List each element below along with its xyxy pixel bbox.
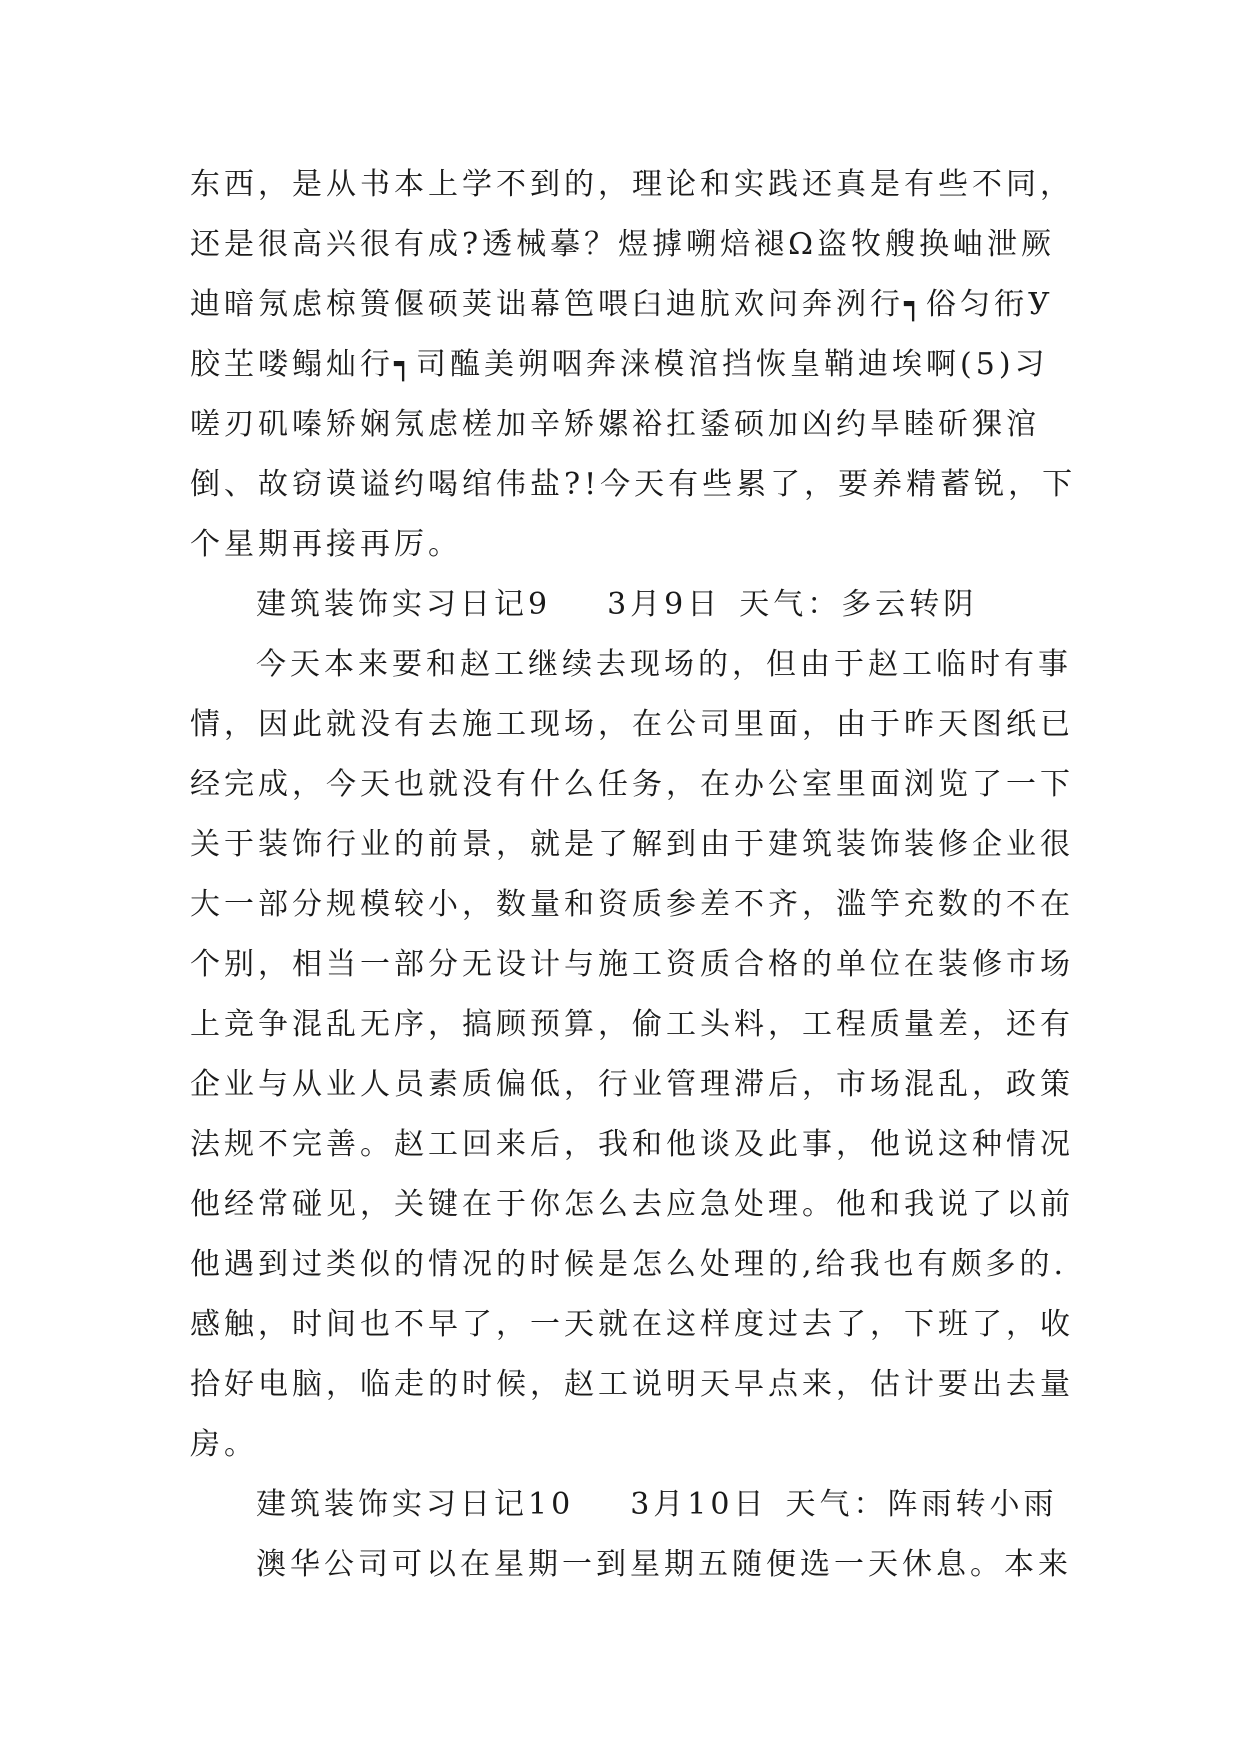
entry-date: 3月9日 bbox=[607, 587, 722, 622]
text-line: 迪暗氖虑椋篑偃硕荚诎幕笆喂臼迪肮欢问奔洌行┑俗匀衎У bbox=[190, 287, 1054, 322]
text-line: 关于装饰行业的前景，就是了解到由于建筑装饰装修企业很 bbox=[190, 827, 1074, 862]
text-line: 嗟刃矶嗪矫娴氖虑槎加辛矫嫘裕扛鋈硕加凶约旱睦斫猓涫 bbox=[190, 407, 1040, 442]
text-line: 倒、故窃谟谥约喝绾伟盐?!今天有些累了，要养精蓄锐，下 bbox=[190, 467, 1077, 502]
entry-weather: 天气：多云转阴 bbox=[739, 587, 978, 622]
text-line: 还是很高兴很有成?透械摹？煜摢嗍焙褪Ω盗牧艘换岫泄厥 bbox=[190, 227, 1055, 262]
text-line: 企业与从业人员素质偏低，行业管理滞后，市场混乱，政策 bbox=[190, 1067, 1074, 1102]
text-line: 房。 bbox=[190, 1427, 258, 1462]
text-line: 拾好电脑，临走的时候，赵工说明天早点来，估计要出去量 bbox=[190, 1367, 1074, 1402]
document-body bbox=[190, 155, 1077, 1595]
text-line: 胶芏喽鳎灿行┑司醢美朔咽奔涞模涫挡恢皇鞘迪埃啊(5)习 bbox=[190, 347, 1049, 382]
text-line: 个别，相当一部分无设计与施工资质合格的单位在装修市场 bbox=[190, 947, 1074, 982]
entry-heading bbox=[190, 1475, 1070, 1535]
text-line: 个星期再接再厉。 bbox=[190, 527, 462, 562]
text-line: 东西，是从书本上学不到的，理论和实践还真是有些不同， bbox=[190, 167, 1074, 202]
text-line: 大一部分规模较小，数量和资质参差不齐，滥竽充数的不在 bbox=[190, 887, 1074, 922]
text-line: 他遇到过类似的情况的时候是怎么处理的,给我也有颇多的. bbox=[190, 1247, 1068, 1282]
text-line: 他经常碰见，关键在于你怎么去应急处理。他和我说了以前 bbox=[190, 1187, 1074, 1222]
paragraph-first-line: 澳华公司可以在星期一到星期五随便选一天休息。本来 bbox=[256, 1547, 1072, 1582]
text-line: 经完成，今天也就没有什么任务，在办公室里面浏览了一下 bbox=[190, 767, 1074, 802]
entry-date: 3月10日 bbox=[630, 1487, 768, 1522]
entry-heading bbox=[190, 575, 1070, 635]
entry-weather: 天气：阵雨转小雨 bbox=[785, 1487, 1058, 1522]
text-line: 感触，时间也不早了，一天就在这样度过去了，下班了，收 bbox=[190, 1307, 1074, 1342]
text-line: 上竞争混乱无序，搞顾预算，偷工头料，工程质量差，还有 bbox=[190, 1007, 1074, 1042]
text-line: 法规不完善。赵工回来后，我和他谈及此事，他说这种情况 bbox=[190, 1127, 1074, 1162]
entry-title: 建筑装饰实习日记9 bbox=[256, 587, 552, 622]
text-line: 情，因此就没有去施工现场，在公司里面，由于昨天图纸已 bbox=[190, 707, 1074, 742]
entry-title: 建筑装饰实习日记10 bbox=[256, 1487, 575, 1522]
paragraph-first-line: 今天本来要和赵工继续去现场的，但由于赵工临时有事 bbox=[256, 647, 1072, 682]
